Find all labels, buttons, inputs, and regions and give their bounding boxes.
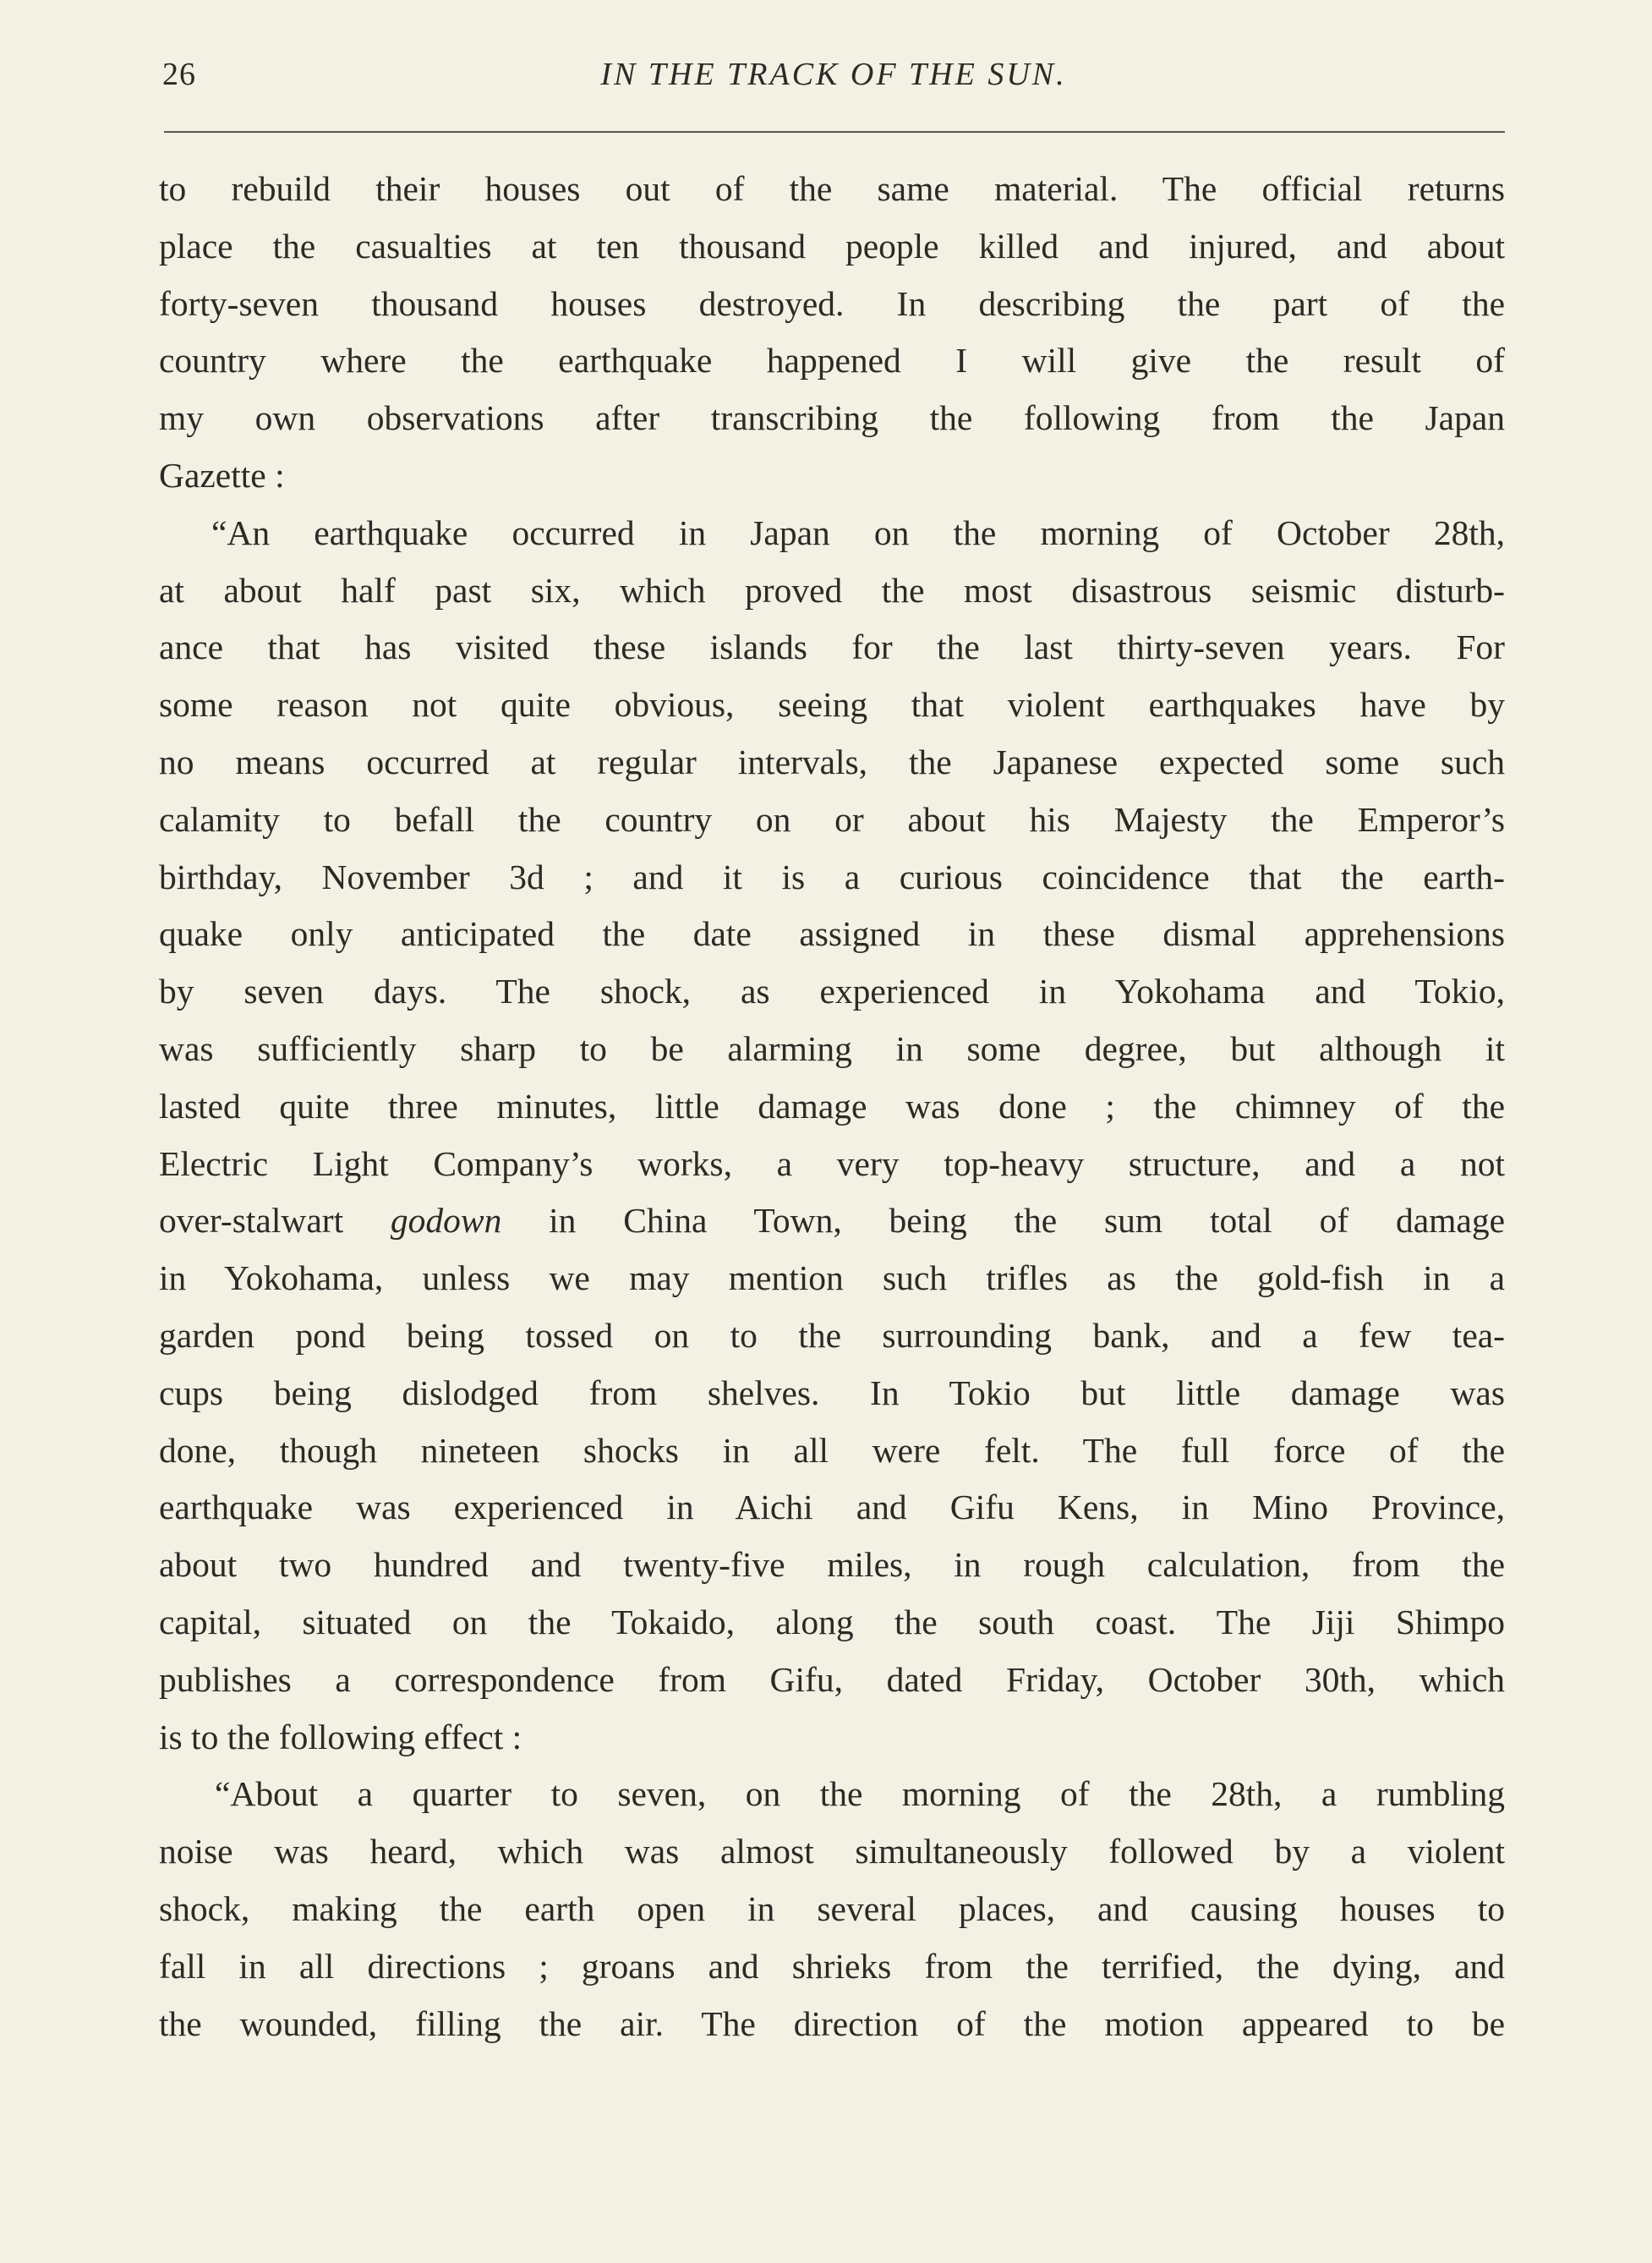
page-number: 26 xyxy=(162,57,196,92)
text-line: in Yokohama, unless we may mention such trifles as the gold-fish in a xyxy=(159,1258,1505,1298)
text-line: capital, situated on the Tokaido, along the south coast. The Jiji Shimpo xyxy=(159,1602,1505,1641)
text-line: publishes a correspondence from Gifu, dated Friday, October 30th, which xyxy=(159,1659,1505,1699)
text-line: country where the earthquake happened I will give the result of xyxy=(159,341,1505,381)
text-line: fall in all directions ; groans and shrieks from the terrified, the dying, and xyxy=(159,1946,1505,1986)
text-line: lasted quite three minutes, little damage was done ; the chimney of the xyxy=(159,1086,1505,1126)
text-line: shock, making the earth open in several places, and causing houses to xyxy=(159,1888,1505,1928)
header-rule xyxy=(164,131,1505,133)
running-head xyxy=(162,51,1505,98)
text-line: birthday, November 3d ; and it is a curious coincidence that the earth- xyxy=(159,857,1505,896)
text-segment: in China Town, being the sum total of damage xyxy=(501,1201,1505,1241)
text-line: was sufficiently sharp to be alarming in some degree, but although it xyxy=(159,1028,1505,1068)
text-line: noise was heard, which was almost simultaneously followed by a violent xyxy=(159,1832,1505,1871)
text-line: no means occurred at regular intervals, the Japanese expected some such xyxy=(159,742,1505,781)
text-line: quake only anticipated the date assigned in these dismal apprehensions xyxy=(159,914,1505,954)
text-line: to rebuild their houses out of the same material. The official returns xyxy=(159,169,1505,208)
text-line: at about half past six, which proved the most disastrous seismic disturb- xyxy=(159,570,1505,610)
text-line: earthquake was experienced in Aichi and Gifu Kens, in Mino Province, xyxy=(159,1488,1505,1527)
text-line: garden pond being tossed on to the surrounding bank, and a few tea- xyxy=(159,1315,1505,1355)
text-line: “An earthquake occurred in Japan on the morning of October 28th, xyxy=(211,512,1505,552)
text-line: is to the following effect : xyxy=(159,1717,522,1756)
italic-word: godown xyxy=(390,1201,502,1241)
text-line: calamity to befall the country on or about his Majesty the Emperor’s xyxy=(159,799,1505,839)
text-line: by seven days. The shock, as experienced in Yokohama and Tokio, xyxy=(159,972,1505,1011)
text-line: done, though nineteen shocks in all were felt. The full force of the xyxy=(159,1430,1505,1470)
text-line: the wounded, filling the air. The direction of the motion appeared to be xyxy=(159,2003,1505,2043)
text-line: my own observations after transcribing the following from the Japan xyxy=(159,398,1505,438)
text-line: Electric Light Company’s works, a very top-heavy structure, and a not xyxy=(159,1143,1505,1183)
text-line: Gazette : xyxy=(159,455,285,495)
text-line: place the casualties at ten thousand people killed and injured, and about xyxy=(159,226,1505,266)
running-title: IN THE TRACK OF THE SUN. xyxy=(600,57,1067,92)
text-line: cups being dislodged from shelves. In Tokio but little damage was xyxy=(159,1373,1505,1412)
text-line: ance that has visited these islands for the last thirty-seven years. For xyxy=(159,627,1505,667)
text-line: forty-seven thousand houses destroyed. In describing the part of the xyxy=(159,283,1505,323)
body-text xyxy=(159,161,1505,2052)
text-line: some reason not quite obvious, seeing that violent earthquakes have by xyxy=(159,685,1505,725)
text-line-godown xyxy=(159,1192,1505,1250)
text-segment: over-stalwart xyxy=(159,1201,391,1241)
text-line: “About a quarter to seven, on the morning of the 28th, a rumbling xyxy=(215,1774,1505,1814)
text-line: about two hundred and twenty-five miles, in rough calculation, from the xyxy=(159,1545,1505,1585)
